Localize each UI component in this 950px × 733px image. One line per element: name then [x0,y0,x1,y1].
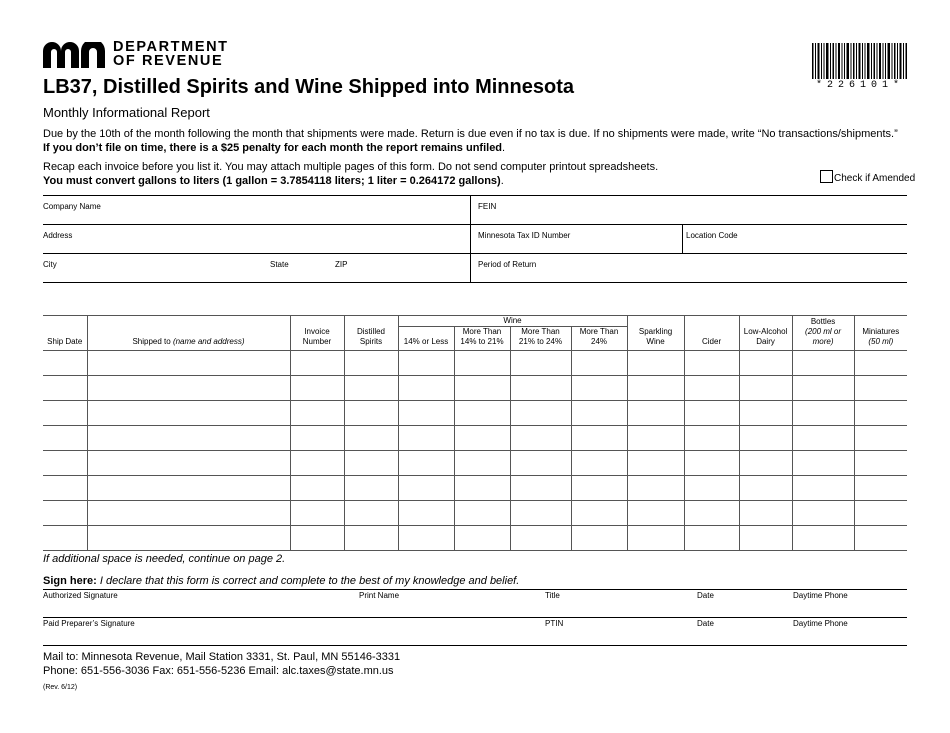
col-cider: Cider [684,316,739,351]
table-cell[interactable] [627,501,684,526]
state-field[interactable] [270,254,335,282]
daytime-phone-label: Daytime Phone [793,591,848,600]
table-cell[interactable] [627,376,684,401]
table-cell[interactable] [290,476,344,501]
table-cell[interactable] [739,401,792,426]
conversion-text-end: . [500,175,504,187]
table-cell[interactable] [290,451,344,476]
authorized-signature-label: Authorized Signature [43,591,118,600]
mail-to-address: Mail to: Minnesota Revenue, Mail Station 3331, St. Paul, MN 55146-3331 [43,651,401,663]
table-cell[interactable] [398,526,454,551]
table-cell[interactable] [627,351,684,376]
table-cell[interactable] [43,426,87,451]
daytime-phone-label-2: Daytime Phone [793,619,848,628]
table-cell[interactable] [854,426,907,451]
due-date-text: Due by the 10th of the month following the month that shipments were made. Return is due even if no tax is due. If no shipments were made, write “No transactions/shipments.” [43,128,898,140]
table-cell[interactable] [344,426,398,451]
table-cell[interactable] [43,376,87,401]
col-shipped-to: Shipped to (name and address) [87,316,290,351]
table-cell[interactable] [684,351,739,376]
barcode [812,43,907,79]
barcode-number: *226101* [816,80,905,91]
conversion-text: You must convert gallons to liters (1 gallon = 3.7854118 liters; 1 liter = 0.264172 gallons) [43,175,501,187]
department-name [113,40,229,68]
col-wine-over-24: More Than 24% [571,327,627,351]
table-cell[interactable] [739,476,792,501]
table-cell[interactable] [398,451,454,476]
mn-logo [43,42,105,68]
table-cell[interactable] [854,401,907,426]
intro-paragraph-1 [43,127,923,155]
info-divider [470,195,471,283]
declaration-text: I declare that this form is correct and complete to the best of my knowledge and belief. [96,575,520,587]
col-wine-14-or-less: 14% or Less [398,327,454,351]
table-row [43,351,907,376]
col-low-alcohol-dairy: Low-Alcohol Dairy [739,316,792,351]
table-cell[interactable] [454,401,510,426]
info-rule-3 [43,282,907,283]
zip-label: ZIP [335,260,348,269]
table-cell[interactable] [739,501,792,526]
table-cell[interactable] [454,501,510,526]
table-cell[interactable] [344,451,398,476]
table-cell[interactable] [792,426,854,451]
mn-tax-id-field[interactable] [478,225,682,253]
table-cell[interactable] [854,351,907,376]
table-cell[interactable] [43,401,87,426]
col-wine-21-to-24: More Than 21% to 24% [510,327,571,351]
date-label-2: Date [697,619,714,628]
table-cell[interactable] [571,526,627,551]
table-cell[interactable] [398,401,454,426]
print-name-label: Print Name [359,591,400,600]
company-name-label: Company Name [43,202,101,211]
recap-text: Recap each invoice before you list it. You may attach multiple pages of this form. Do not send computer printout spreadsheets. [43,161,659,173]
table-cell[interactable] [43,526,87,551]
table-cell[interactable] [344,351,398,376]
date-label: Date [697,591,714,600]
table-cell[interactable] [792,526,854,551]
table-cell[interactable] [454,476,510,501]
table-row [43,476,907,501]
table-cell[interactable] [571,351,627,376]
table-cell[interactable] [290,501,344,526]
table-cell[interactable] [87,476,290,501]
amended-checkbox[interactable] [820,170,833,183]
table-cell[interactable] [854,476,907,501]
col-miniatures: Miniatures (50 ml) [854,316,907,351]
table-cell[interactable] [792,351,854,376]
dept-line-1: DEPARTMENT [113,39,229,55]
table-cell[interactable] [739,526,792,551]
table-cell[interactable] [87,351,290,376]
table-cell[interactable] [684,501,739,526]
table-cell[interactable] [510,351,571,376]
signature-bottom-rule [43,645,907,646]
table-cell[interactable] [510,401,571,426]
table-cell[interactable] [684,526,739,551]
table-cell[interactable] [454,351,510,376]
table-cell[interactable] [87,526,290,551]
table-cell[interactable] [43,476,87,501]
title-label: Title [545,591,560,600]
table-cell[interactable] [684,376,739,401]
paid-preparer-row[interactable] [43,618,907,644]
col-sparkling-wine: Sparkling Wine [627,316,684,351]
table-cell[interactable] [571,501,627,526]
table-row [43,526,907,551]
sign-here-statement [43,575,519,587]
table-cell[interactable] [627,401,684,426]
period-label: Period of Return [478,260,537,269]
city-label: City [43,260,57,269]
table-cell[interactable] [344,501,398,526]
table-cell[interactable] [792,476,854,501]
table-cell[interactable] [290,426,344,451]
form-title: LB37, Distilled Spirits and Wine Shipped into Minnesota [43,76,574,98]
table-cell[interactable] [571,476,627,501]
table-cell[interactable] [739,451,792,476]
table-cell[interactable] [739,351,792,376]
table-cell[interactable] [398,501,454,526]
table-cell[interactable] [398,376,454,401]
location-code-field[interactable] [686,225,907,253]
table-cell[interactable] [571,451,627,476]
table-cell[interactable] [854,451,907,476]
table-cell[interactable] [398,426,454,451]
table-cell[interactable] [854,501,907,526]
table-cell[interactable] [627,476,684,501]
contact-info: Phone: 651-556-3036 Fax: 651-556-5236 Email: alc.taxes@state.mn.us [43,665,394,677]
revision-date: (Rev. 6/12) [43,684,78,691]
address-field[interactable] [43,225,470,253]
table-cell[interactable] [454,451,510,476]
table-cell[interactable] [627,426,684,451]
continue-note: If additional space is needed, continue on page 2. [43,553,286,565]
table-cell[interactable] [684,426,739,451]
table-row [43,401,907,426]
table-cell[interactable] [344,526,398,551]
table-cell[interactable] [854,526,907,551]
location-divider [682,224,683,253]
table-row [43,451,907,476]
table-cell[interactable] [684,451,739,476]
table-cell[interactable] [344,376,398,401]
mn-tax-id-label: Minnesota Tax ID Number [478,231,571,240]
ptin-label: PTIN [545,619,564,628]
table-cell[interactable] [510,376,571,401]
table-cell[interactable] [454,526,510,551]
company-name-field[interactable] [43,196,470,224]
table-cell[interactable] [290,526,344,551]
state-label: State [270,260,289,269]
form-subtitle: Monthly Informational Report [43,105,210,120]
table-cell[interactable] [792,376,854,401]
table-cell[interactable] [571,401,627,426]
dept-line-2: OF REVENUE [113,53,224,69]
table-cell[interactable] [510,476,571,501]
table-cell[interactable] [854,376,907,401]
table-cell[interactable] [398,351,454,376]
table-cell[interactable] [792,451,854,476]
table-cell[interactable] [510,526,571,551]
table-cell[interactable] [684,401,739,426]
table-cell[interactable] [344,401,398,426]
table-cell[interactable] [627,526,684,551]
fein-label: FEIN [478,202,497,211]
col-wine-14-to-21: More Than 14% to 21% [454,327,510,351]
table-row [43,376,907,401]
table-cell[interactable] [87,401,290,426]
table-cell[interactable] [87,501,290,526]
zip-field[interactable] [335,254,470,282]
sign-here-label: Sign here: [43,575,97,587]
col-invoice-number: Invoice Number [290,316,344,351]
table-cell[interactable] [290,376,344,401]
table-cell[interactable] [43,351,87,376]
table-cell[interactable] [454,426,510,451]
address-label: Address [43,231,73,240]
table-cell[interactable] [398,476,454,501]
col-ship-date: Ship Date [43,316,87,351]
fein-field[interactable] [478,196,907,224]
table-cell[interactable] [510,501,571,526]
table-row [43,426,907,451]
shipments-table [43,315,907,551]
table-cell[interactable] [43,501,87,526]
table-cell[interactable] [571,426,627,451]
col-distilled-spirits: Distilled Spirits [344,316,398,351]
paid-preparer-label: Paid Preparer’s Signature [43,619,135,628]
table-cell[interactable] [792,501,854,526]
table-cell[interactable] [510,426,571,451]
table-cell[interactable] [684,476,739,501]
table-cell[interactable] [43,451,87,476]
table-cell[interactable] [739,376,792,401]
table-row [43,501,907,526]
table-cell[interactable] [739,426,792,451]
table-cell[interactable] [87,451,290,476]
col-bottles: Bottles (200 ml or more) [792,316,854,351]
table-cell[interactable] [290,401,344,426]
intro-paragraph-2 [43,160,803,188]
table-cell[interactable] [87,376,290,401]
table-cell[interactable] [87,426,290,451]
table-cell[interactable] [454,376,510,401]
penalty-text-end: . [502,142,506,154]
authorized-signature-row[interactable] [43,590,907,616]
table-cell[interactable] [290,351,344,376]
city-field[interactable] [43,254,270,282]
period-field[interactable] [478,254,907,282]
penalty-text: If you don’t file on time, there is a $25 penalty for each month the report remains unfiled [43,142,503,154]
amended-label: Check if Amended [834,173,916,184]
table-cell[interactable] [344,476,398,501]
table-cell[interactable] [792,401,854,426]
table-cell[interactable] [510,451,571,476]
location-code-label: Location Code [686,231,738,240]
table-cell[interactable] [627,451,684,476]
wine-group-header: Wine [398,316,627,327]
table-cell[interactable] [571,376,627,401]
